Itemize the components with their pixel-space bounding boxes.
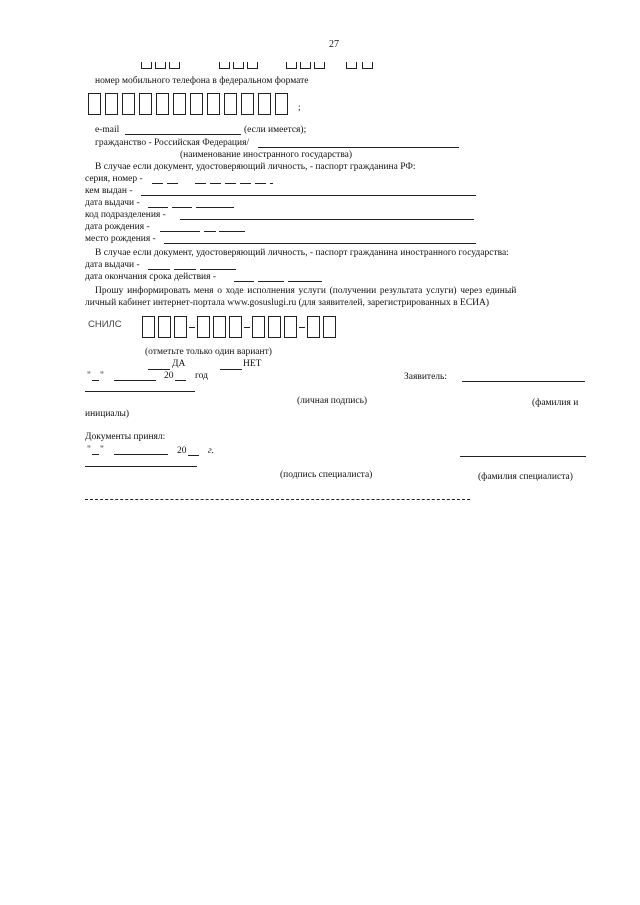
request-line-1: Прошу информировать меня о ходе исполнения услуги (получении результата услуги) через единый <box>95 286 517 296</box>
cut-line <box>85 499 470 500</box>
citizenship-hint: (наименование иностранного государства) <box>180 150 353 160</box>
snils-label: СНИЛС <box>88 319 122 330</box>
receiver-year-prefix: 20 <box>177 446 187 456</box>
applicant-date-quote-close: " <box>100 371 104 381</box>
dept-code-label: код подразделения - <box>85 210 166 220</box>
expiry-label: дата окончания срока действия - <box>85 272 217 282</box>
no-checkbox[interactable] <box>220 369 242 370</box>
issued-by-label: кем выдан - <box>85 186 133 196</box>
birth-place-label: место рождения - <box>85 234 156 244</box>
birth-date-label: дата рождения - <box>85 222 150 232</box>
issue-date-label: дата выдачи - <box>85 198 140 208</box>
phone-suffix: ; <box>298 103 301 113</box>
request-line-2: личный кабинет интернет-портала www.gosuslugi.ru (для заявителей, зарегистрированных в ЕСИА) <box>85 298 490 308</box>
receiver-signature-hint: (подпись специалиста) <box>280 470 373 480</box>
receiver-day-field[interactable] <box>92 454 99 455</box>
no-label: НЕТ <box>243 359 262 369</box>
citizenship-field[interactable] <box>258 147 459 148</box>
applicant-name-hint-2: инициалы) <box>85 409 130 419</box>
citizenship-label: гражданство - Российская Федерация/ <box>95 138 250 148</box>
email-label: e-mail <box>95 125 120 135</box>
applicant-day-field[interactable] <box>92 380 99 381</box>
choice-hint: (отметьте только один вариант) <box>145 347 272 357</box>
receiver-date-underline <box>85 466 197 467</box>
phone-label: номер мобильного телефона в федеральном формате <box>95 76 309 86</box>
page-number: 27 <box>329 39 339 50</box>
rf-passport-heading: В случае если документ, удостоверяющий личность, - паспорт гражданина РФ: <box>95 162 416 172</box>
issued-by-field[interactable] <box>141 195 476 196</box>
applicant-name-hint-1: (фамилия и <box>532 398 579 408</box>
applicant-signature-hint: (личная подпись) <box>297 396 368 406</box>
email-note: (если имеется); <box>244 125 307 135</box>
applicant-year-prefix: 20 <box>164 371 174 381</box>
applicant-date-underline <box>85 391 195 392</box>
applicant-name-field[interactable] <box>462 381 585 382</box>
applicant-year-suffix: год <box>195 371 208 381</box>
receiver-year-field[interactable] <box>188 455 199 456</box>
applicant-date-quote-open: " <box>87 371 91 381</box>
applicant-year-field[interactable] <box>175 380 186 381</box>
applicant-month-field[interactable] <box>114 380 156 381</box>
yes-label: ДА <box>172 359 186 369</box>
email-field[interactable] <box>125 134 241 135</box>
receiver-name-field[interactable] <box>460 456 586 457</box>
receiver-label: Документы принял: <box>85 432 166 442</box>
receiver-name-hint: (фамилия специалиста) <box>478 472 573 482</box>
receiver-month-field[interactable] <box>114 454 168 455</box>
receiver-quote-open: " <box>87 445 91 455</box>
birth-place-field[interactable] <box>164 243 476 244</box>
receiver-quote-close: " <box>100 445 104 455</box>
series-number-label: серия, номер - <box>85 174 143 184</box>
foreign-issue-date-label: дата выдачи - <box>85 260 140 270</box>
applicant-label: Заявитель: <box>404 372 447 382</box>
receiver-year-suffix: г. <box>208 446 214 456</box>
yes-checkbox[interactable] <box>148 369 170 370</box>
dept-code-field[interactable] <box>180 219 474 220</box>
foreign-passport-heading: В случае если документ, удостоверяющий личность, - паспорт гражданина иностранного государства: <box>95 248 509 258</box>
